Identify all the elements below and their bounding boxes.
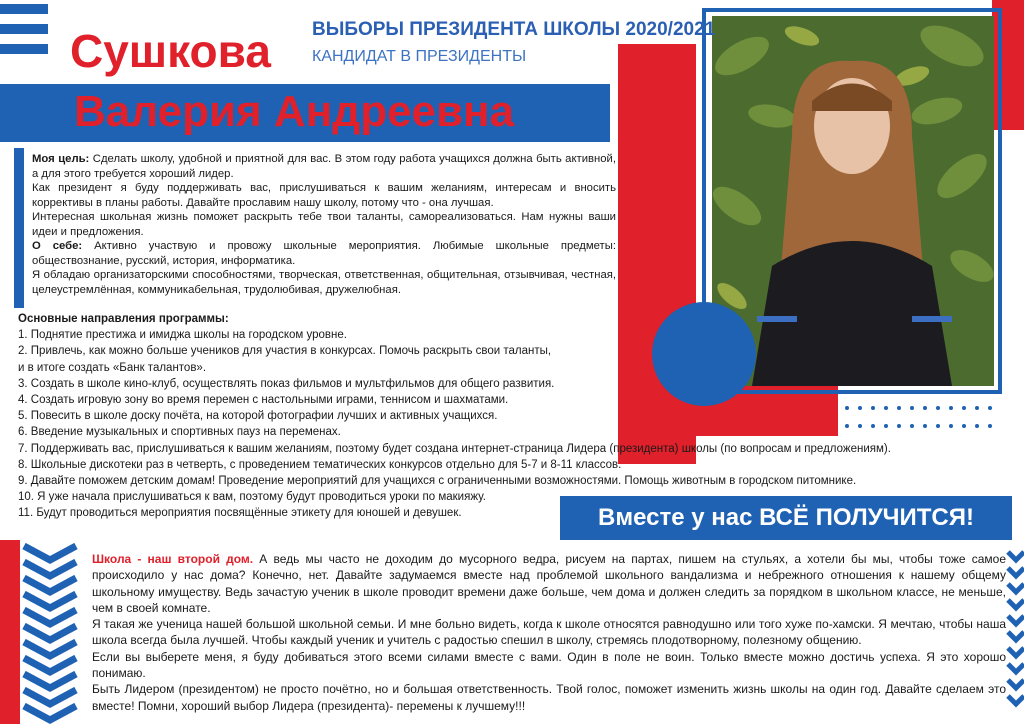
essay-paragraph-2: Я такая же ученица нашей большой школьной семьи. И мне больно видеть, когда к школе относятся равнодушно или того хуже по-хамски. Я мечтаю, чтобы наша школа всегда была лучшей. Чтобы каждый ученик и учитель с радостью спешил в школу, стремясь плодотворному, полезному общению. [92, 617, 1006, 648]
essay-section [92, 551, 1006, 714]
about-left-bar [14, 148, 24, 308]
program-item: 4. Создать игровую зону во время перемен с настольными играми, теннисом и шахматами. [18, 394, 509, 407]
corner-stripes-top-left [0, 0, 56, 60]
essay-paragraph-1 [92, 551, 1006, 616]
program-item: 2. Привлечь, как можно больше учеников для участия в конкурсах. Помочь раскрыть свои таланты, [18, 345, 552, 358]
goal-label: Моя цель: [32, 153, 90, 165]
about-paragraph-2: Как президент я буду поддерживать вас, прислушиваться к вашим желаниям, интересам и вносить коррективы в планы работы. Давайте прославим нашу школу, потому что - она лучшая. [32, 182, 616, 209]
program-item: 7. Поддерживать вас, прислушиваться к вашим желаниям, поэтому будет создана интернет-страница Лидера (президента) школы (по вопросам и предложениям). [18, 442, 891, 455]
program-item: 8. Школьные дискотеки раз в четверть, с проведением тематических конкурсов отдельно для 5-7 и 8-11 классов. [18, 458, 622, 471]
essay-lead: Школа - наш второй дом. [92, 552, 254, 566]
chevron-decoration-bottom-left [0, 540, 80, 724]
program-item: 9. Давайте поможем детским домам! Проведение мероприятий для учащихся с ограниченными возможностями. Помощь животным в городском питомнике. [18, 475, 857, 488]
chevron-decoration-bottom-right [1006, 548, 1024, 724]
program-section [18, 311, 1008, 522]
program-item: 1. Поднятие престижа и имиджа школы на городском уровне. [18, 329, 347, 342]
election-title: ВЫБОРЫ ПРЕЗИДЕНТА ШКОЛЫ 2020/2021 [312, 19, 716, 40]
program-heading: Основные направления программы: [18, 313, 229, 325]
program-item: и в итоге создать «Банк талантов». [18, 361, 207, 374]
candidate-surname: Сушкова [70, 25, 271, 77]
program-item: 10. Я уже начала прислушиваться к вам, поэтому будут проводиться уроки по макияжу. [18, 491, 486, 504]
essay-p1-text: А ведь мы часто не доходим до мусорного ведра, рисуем на партах, пишем на стульях, а хотели бы мы, чтобы тоже самое происходило у нас дома? Конечно, нет. Давайте задумаемся вместе над проблемой школьного вандализма и небрежного отношения к нашему общему школьному имуществу. Ведь зачастую ученик в школе проводит времени даже больше, чем дома и должен следить за порядком в школьном классе, не меньше, чем в своей комнате. [92, 552, 1006, 615]
candidate-given-names: Валерия Андреевна [74, 87, 515, 136]
essay-paragraph-3: Если вы выберете меня, я буду добиваться этого всеми силами вместе с вами. Один в поле не воин. Только вместе можно достичь успеха. Я это хорошо понимаю. [92, 649, 1006, 681]
goal-paragraph [32, 152, 616, 181]
about-paragraph-5: Я обладаю организаторскими способностями, творческая, ответственная, общительная, отзывчивая, честная, целеустремлённая, коммуникабельная, трудолюбивая, дружелюбная. [32, 269, 616, 296]
program-item: 3. Создать в школе кино-клуб, осуществлять показ фильмов и мультфильмов для общего развития. [18, 377, 555, 390]
self-text: Активно участвую и провожу школьные мероприятия. Любимые школьные предметы: обществознание, русский, история, информатика. [32, 240, 616, 267]
program-item: 5. Повесить в школе доску почёта, на которой фотографии лучших и активных учащихся. [18, 410, 498, 423]
essay-paragraph-4: Быть Лидером (президентом) не просто почётно, но и большая ответственность. Твой голос, поможет изменить жизнь школы на один год. Давайте сделаем это вместе! Помни, хороший выбор Лидера (президента)- перемены к лучшему!!! [92, 682, 1006, 713]
program-item: 6. Введение музыкальных и спортивных пауз на переменах. [18, 426, 341, 439]
self-label: О себе: [32, 240, 83, 252]
slogan-banner: Вместе у нас ВСЁ ПОЛУЧИТСЯ! [560, 496, 1012, 540]
about-paragraph-3: Интересная школьная жизнь поможет раскрыть тебе твои таланты, самореализоваться. Нам нужны ваши идеи и предложения. [32, 211, 616, 238]
about-section [32, 152, 616, 297]
program-item: 11. Будут проводиться мероприятия посвящённые этикету для юношей и девушек. [18, 507, 462, 520]
goal-text: Сделать школу, удобной и приятной для вас. В этом году работа учащихся должна быть активной, а для этого требуется хороший лидер. [32, 153, 616, 180]
self-paragraph [32, 239, 616, 268]
candidate-subtitle: КАНДИДАТ В ПРЕЗИДЕНТЫ [312, 48, 527, 65]
